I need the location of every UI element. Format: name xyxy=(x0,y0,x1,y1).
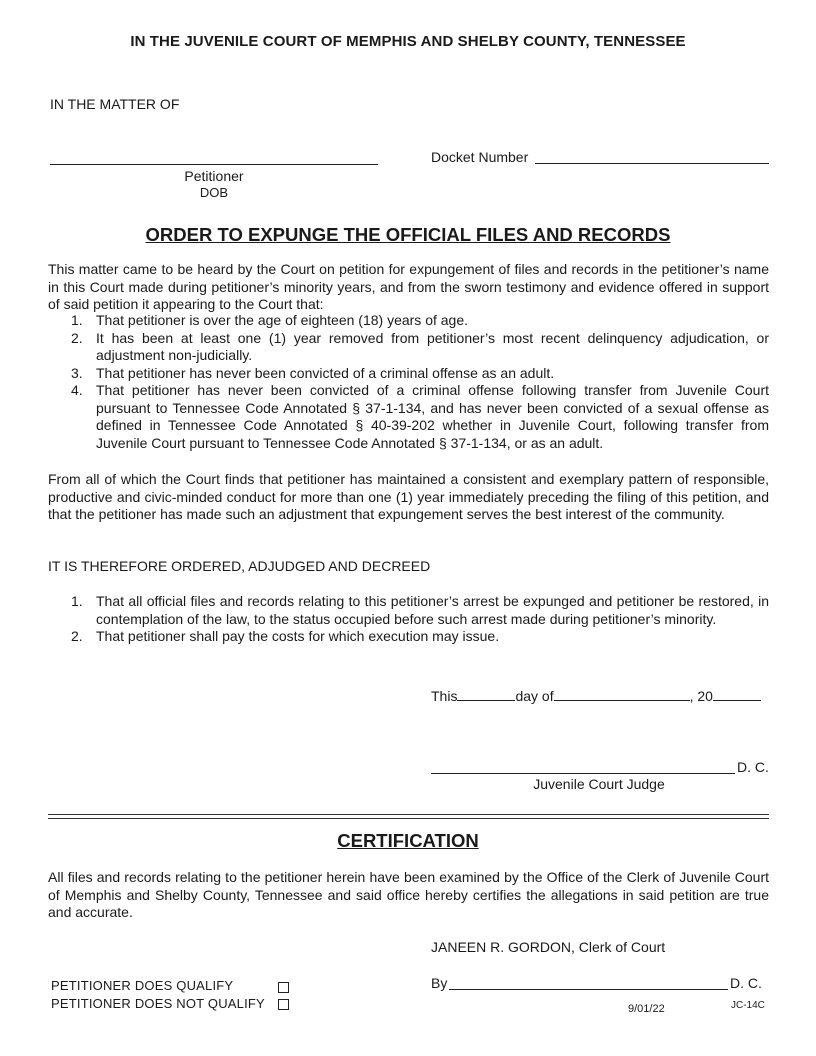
docket-number-field[interactable] xyxy=(535,163,769,164)
day-field[interactable] xyxy=(457,688,515,701)
list-item xyxy=(48,382,769,452)
order-date-line xyxy=(431,688,761,704)
list-text: That petitioner is over the age of eighteen (18) years of age. xyxy=(96,312,469,328)
judge-signature-field[interactable] xyxy=(431,773,735,774)
list-number: 2. xyxy=(71,628,83,644)
petitioner-label: Petitioner xyxy=(184,168,244,184)
divider xyxy=(48,818,769,819)
matter-label: IN THE MATTER OF xyxy=(50,96,180,112)
list-item xyxy=(48,312,769,330)
findings-list xyxy=(48,312,769,452)
order-title: ORDER TO EXPUNGE THE OFFICIAL FILES AND RECORDS xyxy=(145,224,671,245)
clerk-name: JANEEN R. GORDON, Clerk of Court xyxy=(431,939,666,955)
dob-label: DOB xyxy=(199,185,229,200)
year-field[interactable] xyxy=(713,688,761,701)
date-year-label: , 20 xyxy=(689,688,713,704)
list-number: 3. xyxy=(71,364,83,381)
list-text: That petitioner has never been convicted of a criminal offense as an adult. xyxy=(96,364,555,381)
list-number: 4. xyxy=(71,382,83,398)
dc-label: D. C. xyxy=(730,975,762,991)
conclusion-paragraph: From all of which the Court finds that petitioner has maintained a consistent and exemplary pattern of responsible, productive and civic-minded conduct for more than one (1) year immediately preceding the filing of this petition, and that the petitioner has made such an adjustment that expungement serves the best interest of the community. xyxy=(48,471,769,522)
decree-heading: IT IS THEREFORE ORDERED, ADJUDGED AND DECREED xyxy=(48,558,431,574)
list-item xyxy=(48,593,769,628)
dc-label: D. C. xyxy=(737,759,769,775)
month-field[interactable] xyxy=(554,688,690,701)
clerk-signature-field[interactable] xyxy=(449,989,728,990)
list-number: 1. xyxy=(71,312,83,328)
judge-label: Juvenile Court Judge xyxy=(533,776,665,792)
list-text: That petitioner has never been convicted of a criminal offense following transfer from Juvenile Court pursuant to Tennessee Code Annotated § 37-1-134, and has never been convicted of a sexual offense as defined in Tennessee Code Annotated § 40-39-202 whether in Juvenile Court, following transfer from Juvenile Court pursuant to Tennessee Code Annotated § 37-1-134, or as an adult. xyxy=(96,382,769,451)
list-item xyxy=(48,628,769,646)
not-qualify-checkbox[interactable] xyxy=(278,999,289,1010)
date-this-label: This xyxy=(431,688,458,704)
list-number: 1. xyxy=(71,593,83,609)
orders-list xyxy=(48,593,769,646)
qualify-checkbox[interactable] xyxy=(278,982,289,993)
list-text: That petitioner shall pay the costs for which execution may issue. xyxy=(96,628,500,644)
revision-date: 9/01/22 xyxy=(628,1003,665,1015)
petitioner-name-field[interactable] xyxy=(50,164,378,165)
docket-number-label: Docket Number xyxy=(431,149,529,165)
certification-title: CERTIFICATION xyxy=(337,830,479,851)
order-intro-paragraph: This matter came to be heard by the Court on petition for expungement of files and records in the petitioner’s name in this Court made during petitioner’s minority years, and from the sworn testimony and evidence offered in support of said petition it appearing to the Court that: xyxy=(48,261,769,312)
date-day-of-label: day of xyxy=(515,688,554,704)
list-item xyxy=(48,330,769,365)
by-label: By xyxy=(431,975,448,991)
list-item xyxy=(48,365,769,383)
not-qualify-label: PETITIONER DOES NOT QUALIFY xyxy=(51,996,265,1011)
list-text: That all official files and records relating to this petitioner’s arrest be expunged and petitioner be restored, in contemplation of the law, to the status occupied before such arrest made during petitioner’s minority. xyxy=(96,593,769,627)
form-code: JC-14C xyxy=(731,1000,765,1011)
court-title: IN THE JUVENILE COURT OF MEMPHIS AND SHELBY COUNTY, TENNESSEE xyxy=(130,33,686,50)
list-text: It has been at least one (1) year removed from petitioner’s most recent delinquency adjudication, or adjustment non-judicially. xyxy=(96,329,769,363)
divider xyxy=(48,814,769,815)
certification-paragraph: All files and records relating to the petitioner herein have been examined by the Office of the Clerk of Juvenile Court of Memphis and Shelby County, Tennessee and said office hereby certifies the allegations in said petition are true and accurate. xyxy=(48,869,769,920)
qualify-label: PETITIONER DOES QUALIFY xyxy=(51,978,234,993)
list-number: 2. xyxy=(71,329,83,346)
